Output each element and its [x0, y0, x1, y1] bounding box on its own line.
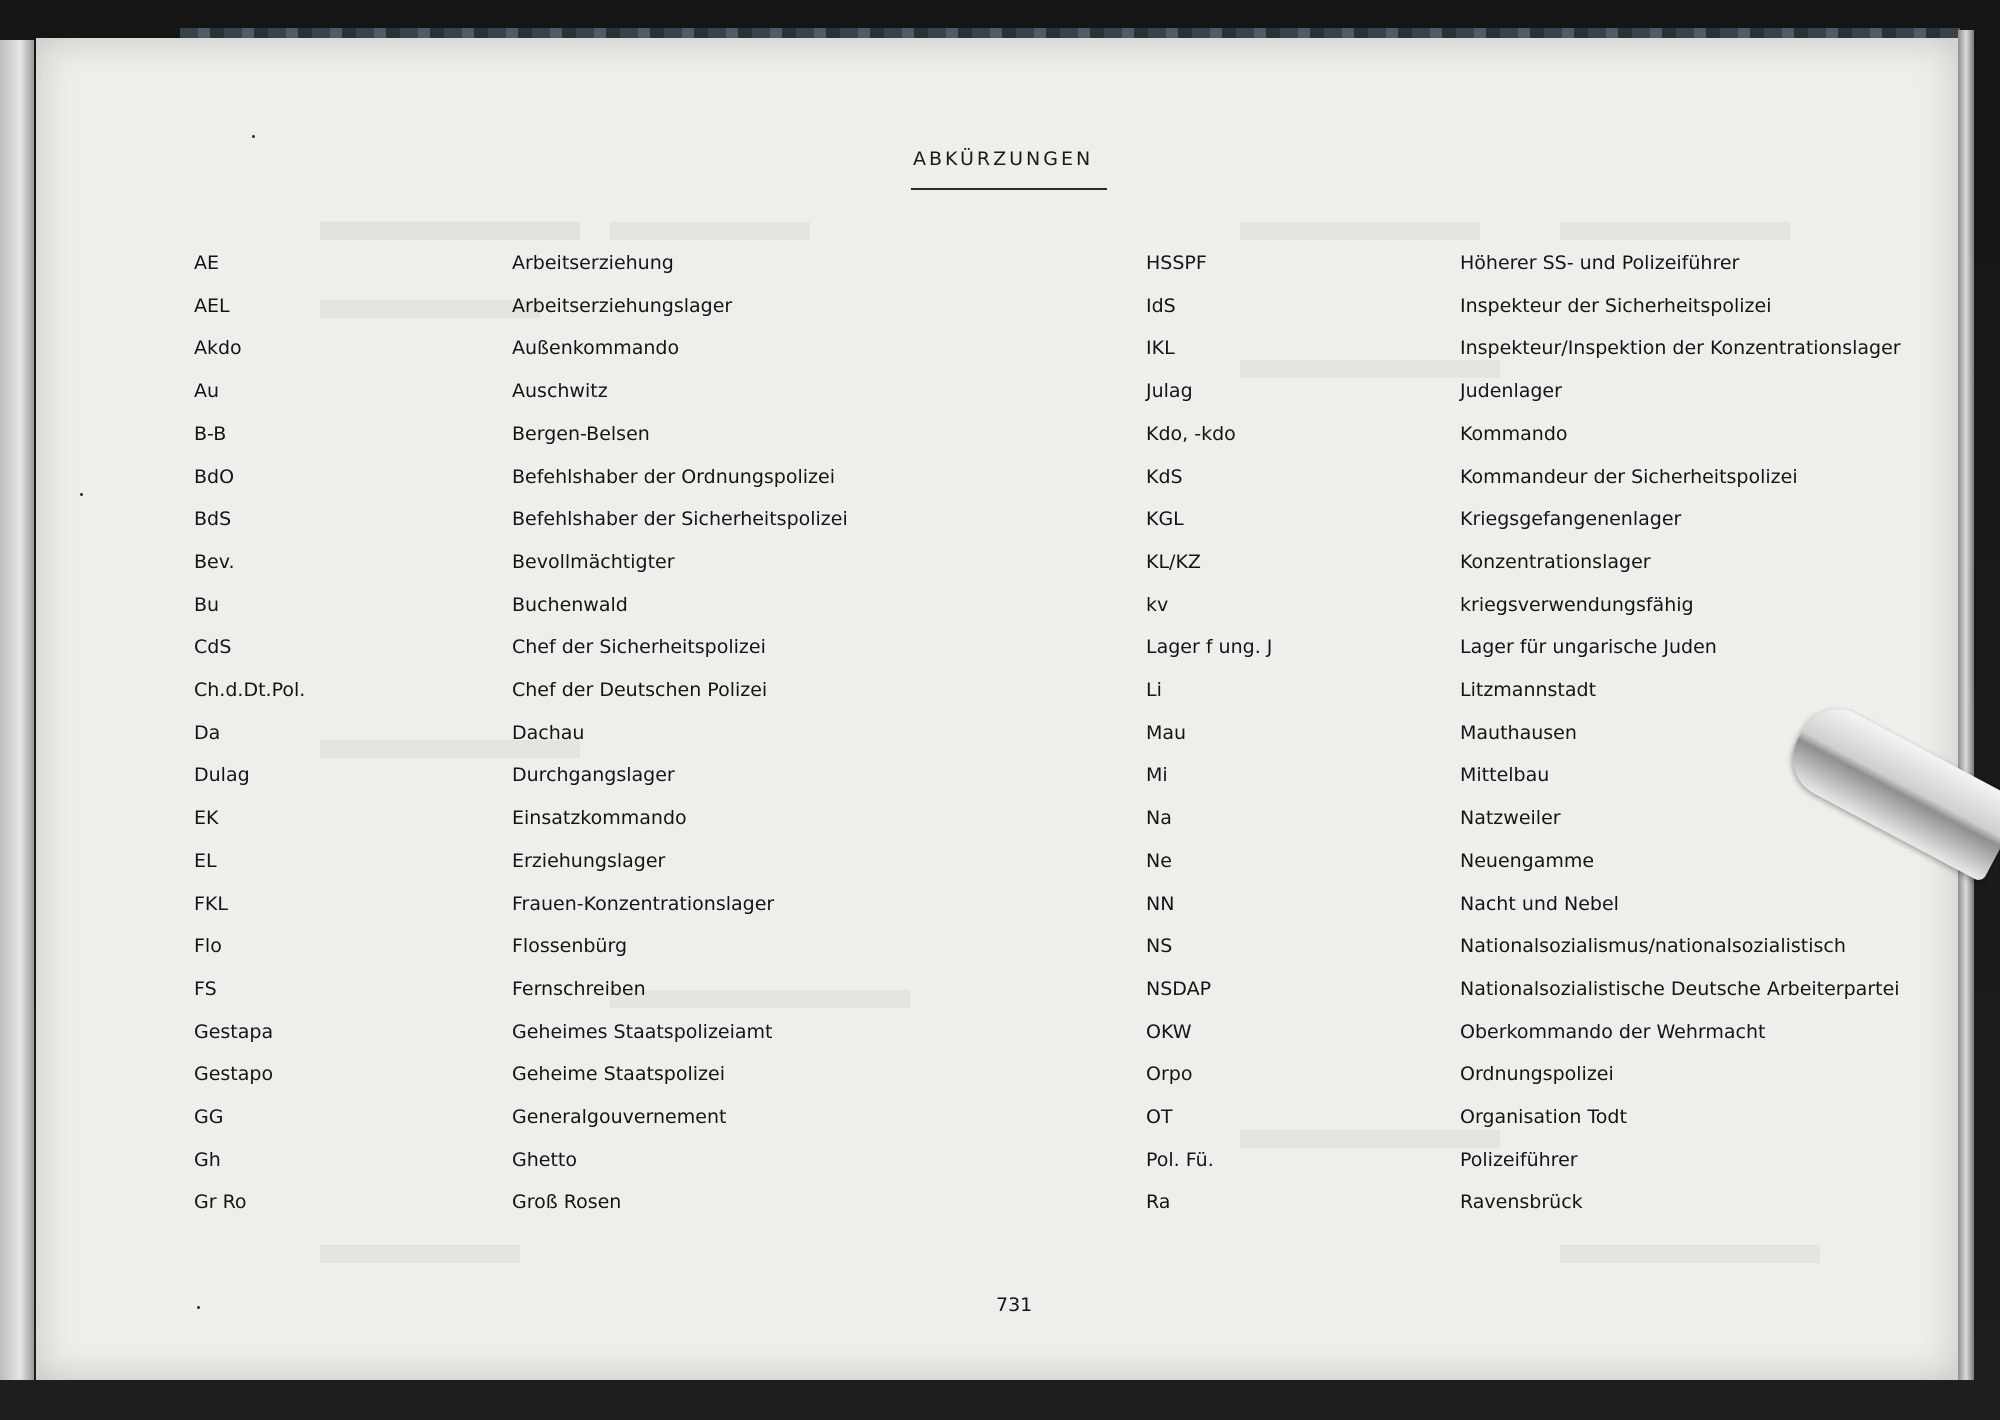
abbreviation-meaning: Litzmannstadt — [1460, 679, 1597, 701]
abbreviation-entry — [0, 893, 2000, 925]
abbreviation-meaning: Ordnungspolizei — [1460, 1063, 1614, 1086]
abbreviation-meaning: Organisation Todt — [1460, 1106, 1627, 1128]
abbreviation-entry — [0, 850, 2000, 882]
abbreviation: IdS — [1146, 294, 1176, 317]
abbreviation: OKW — [1146, 1020, 1192, 1043]
abbreviation-meaning: Polizeiführer — [1460, 1148, 1578, 1171]
abbreviation: KGL — [1146, 508, 1184, 531]
abbreviation-entry — [0, 1191, 2000, 1223]
abbreviation: NSDAP — [1146, 977, 1212, 1000]
abbreviation: AEL — [194, 294, 230, 317]
abbreviation: CdS — [194, 636, 232, 659]
abbreviation-entry — [0, 594, 2000, 626]
abbreviation: FKL — [194, 892, 228, 915]
abbreviation-meaning: Arbeitserziehung — [512, 252, 674, 274]
abbreviation: GG — [194, 1106, 224, 1128]
abbreviation-meaning: Auschwitz — [512, 380, 608, 403]
abbreviation: Pol. Fü. — [1146, 1148, 1214, 1171]
abbreviation-meaning: Einsatzkommando — [512, 807, 687, 830]
abbreviation: Gh — [194, 1148, 221, 1171]
abbreviation: kv — [1146, 593, 1169, 616]
abbreviation-meaning: Generalgouvernement — [512, 1106, 727, 1128]
abbreviation-meaning: kriegsverwendungsfähig — [1460, 593, 1694, 616]
abbreviation-meaning: Flossenbürg — [512, 935, 628, 958]
abbreviation: Au — [194, 380, 220, 403]
abbreviation: Bu — [194, 593, 220, 616]
abbreviation-meaning: Befehlshaber der Sicherheitspolizei — [512, 508, 848, 531]
abbreviation: IKL — [1146, 337, 1175, 360]
abbreviation: Flo — [194, 935, 222, 958]
abbreviation-meaning: Nationalsozialismus/nationalsozialistisch — [1460, 935, 1846, 958]
abbreviation-meaning: Konzentrationslager — [1460, 550, 1651, 573]
abbreviation: Ch.d.Dt.Pol. — [194, 679, 306, 701]
abbreviation: KL/KZ — [1146, 550, 1201, 573]
abbreviation: Orpo — [1146, 1063, 1193, 1086]
abbreviation: Ne — [1146, 849, 1172, 872]
abbreviation-entry — [0, 252, 2000, 284]
abbreviation-entry — [0, 551, 2000, 583]
abbreviation: Bev. — [194, 550, 235, 573]
abbreviation: Ra — [1146, 1191, 1171, 1214]
abbreviation: Mi — [1146, 764, 1168, 787]
abbreviation: Kdo, -kdo — [1146, 422, 1236, 445]
abbreviation-entry — [0, 423, 2000, 455]
abbreviation: Gr Ro — [194, 1191, 247, 1214]
abbreviation: EK — [194, 807, 219, 830]
abbreviation-meaning: Oberkommando der Wehrmacht — [1460, 1020, 1766, 1043]
abbreviation-meaning: Kriegsgefangenenlager — [1460, 508, 1682, 531]
abbreviation-entry — [0, 295, 2000, 327]
page-number: 731 — [996, 1294, 1033, 1316]
abbreviation: Na — [1146, 807, 1172, 830]
speck — [252, 135, 255, 138]
abbreviation-meaning: Außenkommando — [512, 337, 680, 360]
abbreviation-meaning: Befehlshaber der Ordnungspolizei — [512, 465, 835, 488]
abbreviation: HSSPF — [1146, 252, 1207, 274]
abbreviation: NN — [1146, 892, 1175, 915]
abbreviation: NS — [1146, 935, 1173, 958]
abbreviation-entry — [0, 508, 2000, 540]
abbreviation-meaning: Inspekteur/Inspektion der Konzentrationslager — [1460, 337, 1901, 360]
abbreviation-meaning: Fernschreiben — [512, 977, 646, 1000]
abbreviation-entry — [0, 722, 2000, 754]
abbreviation-meaning: Buchenwald — [512, 593, 628, 616]
abbreviation: Julag — [1146, 380, 1193, 403]
abbreviation-entry — [0, 636, 2000, 668]
abbreviation-entry — [0, 978, 2000, 1010]
abbreviation-meaning: Dachau — [512, 721, 585, 744]
abbreviation-meaning: Inspekteur der Sicherheitspolizei — [1460, 294, 1772, 317]
abbreviation: KdS — [1146, 465, 1183, 488]
abbreviation: Lager f ung. J — [1146, 636, 1273, 659]
abbreviation-meaning: Durchgangslager — [512, 764, 675, 787]
abbreviation-entry — [0, 679, 2000, 711]
abbreviation-meaning: Geheime Staatspolizei — [512, 1063, 725, 1086]
abbreviation-meaning: Bergen-Belsen — [512, 422, 650, 445]
abbreviation: Mau — [1146, 721, 1187, 744]
abbreviation-meaning: Nationalsozialistische Deutsche Arbeiterpartei — [1460, 977, 1900, 1000]
abbreviation-meaning: Frauen-Konzentrationslager — [512, 892, 775, 915]
abbreviation-meaning: Höherer SS- und Polizeiführer — [1460, 252, 1740, 274]
abbreviation: BdO — [194, 465, 235, 488]
abbreviation-meaning: Geheimes Staatspolizeiamt — [512, 1020, 773, 1043]
abbreviation-entry — [0, 1063, 2000, 1095]
abbreviation-meaning: Mauthausen — [1460, 721, 1577, 744]
abbreviation-meaning: Arbeitserziehungslager — [512, 294, 733, 317]
abbreviation-entry — [0, 764, 2000, 796]
abbreviation: Akdo — [194, 337, 242, 360]
abbreviation-meaning: Groß Rosen — [512, 1191, 622, 1214]
abbreviation-meaning: Bevollmächtigter — [512, 550, 675, 573]
abbreviation: EL — [194, 849, 217, 872]
abbreviation-entry — [0, 337, 2000, 369]
abbreviation-meaning: Kommando — [1460, 422, 1568, 445]
abbreviation-meaning: Neuengamme — [1460, 849, 1595, 872]
abbreviation-meaning: Judenlager — [1460, 380, 1562, 403]
abbreviation-entry — [0, 1021, 2000, 1053]
abbreviation-meaning: Erziehungslager — [512, 849, 666, 872]
abbreviation-meaning: Chef der Sicherheitspolizei — [512, 636, 766, 659]
abbreviation: B-B — [194, 422, 227, 445]
abbreviation: Dulag — [194, 764, 250, 787]
abbreviation: Li — [1146, 679, 1162, 701]
abbreviation-meaning: Kommandeur der Sicherheitspolizei — [1460, 465, 1798, 488]
abbreviation: Gestapa — [194, 1020, 274, 1043]
abbreviation-meaning: Ravensbrück — [1460, 1191, 1583, 1214]
abbreviation: AE — [194, 252, 220, 274]
abbreviation-entry — [0, 807, 2000, 839]
abbreviation-meaning: Lager für ungarische Juden — [1460, 636, 1717, 659]
abbreviation-entry — [0, 380, 2000, 412]
abbreviation-meaning: Nacht und Nebel — [1460, 892, 1619, 915]
abbreviation-meaning: Mittelbau — [1460, 764, 1550, 787]
abbreviation-entry — [0, 466, 2000, 498]
abbreviation-entry — [0, 935, 2000, 967]
abbreviation: Gestapo — [194, 1063, 274, 1086]
abbreviation-meaning: Ghetto — [512, 1148, 577, 1171]
abbreviation: OT — [1146, 1106, 1173, 1128]
title-underline — [911, 188, 1107, 190]
speck — [197, 1306, 200, 1309]
abbreviation: BdS — [194, 508, 232, 531]
abbreviation-meaning: Natzweiler — [1460, 807, 1561, 830]
abbreviation-entry — [0, 1149, 2000, 1181]
abbreviation: Da — [194, 721, 221, 744]
abbreviation-meaning: Chef der Deutschen Polizei — [512, 679, 768, 701]
abbreviation-entry — [0, 1106, 2000, 1138]
page-title: ABKÜRZUNGEN — [913, 148, 1094, 170]
abbreviation: FS — [194, 977, 217, 1000]
